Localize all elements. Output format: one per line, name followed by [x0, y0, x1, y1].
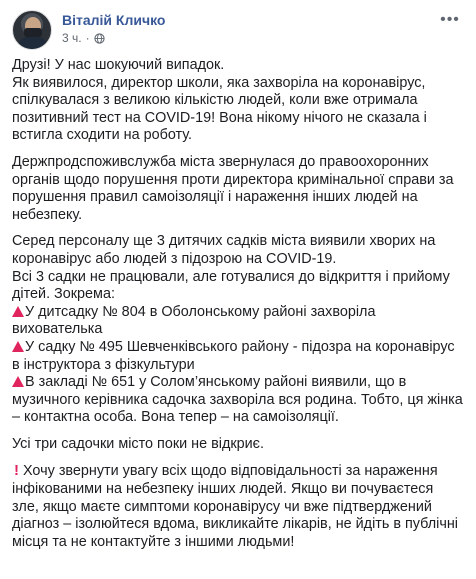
- meta-separator: ·: [85, 31, 90, 45]
- paragraph-3-line-1: Серед персоналу ще 3 дитячих садків міста виявили хворих на коронавірус або людей з підозрою на COVID-19.: [12, 233, 436, 267]
- post-meta: [62, 31, 105, 45]
- red-triangle-icon: [12, 306, 24, 317]
- list-item-text: У дитсадку № 804 в Оболонському районі захворіла вихователька: [12, 303, 376, 338]
- post-header: [12, 10, 464, 50]
- avatar-mask: [24, 28, 42, 37]
- list-item: [12, 374, 464, 427]
- more-options-icon[interactable]: •••: [440, 11, 460, 28]
- paragraph-4: Усі три садочки місто поки не відкриє.: [12, 435, 265, 452]
- globe-icon[interactable]: [94, 33, 105, 44]
- list-item-text: У садку № 495 Шевченківського району - підозра на коронавірус в інструктора з фізкультури: [12, 338, 455, 373]
- post-timestamp[interactable]: 3 ч.: [62, 31, 82, 45]
- paragraph-3-line-2: Всі 3 садки не працювали, але готувалися до відкриття і прийому дітей. Зокрема:: [12, 268, 450, 303]
- red-triangle-icon: [12, 376, 24, 387]
- red-triangle-icon: [12, 341, 24, 352]
- paragraph-5-text: Хочу звернути увагу всіх щодо відповідальності за нараження інфікованими на небезпеку інших людей. Якщо ви почуваєтеся зле, якщо маєте симптоми коронавірусу чи вже підтверджений діагноз – ізолюйтеся вдома, викликайте лікарів, не йдіть в публічні місця та не контактуйте з іншими людьми!: [12, 463, 458, 550]
- paragraph-1-line-2: Як виявилося, директор школи, яка захворіла на коронавірус, спілкувалася з великою кількістю людей, коли вже отримала позитивний тест на COVID-19! Вона нікому нічого не сказала і встигла сходити на роботу.: [12, 74, 427, 144]
- paragraph-1: [12, 57, 464, 145]
- avatar-body: [17, 37, 49, 50]
- paragraph-2: Держпродспоживслужба міста звернулася до правоохоронних органів щодо порушення проти директора кримінальної справи за порушення правил самоізоляції і нараження інших людей на небезпеку.: [12, 153, 454, 223]
- author-name-link[interactable]: Віталій Кличко: [62, 12, 166, 28]
- red-exclamation-icon: !: [14, 462, 19, 480]
- list-item: [12, 304, 464, 339]
- paragraph-5: [12, 462, 464, 551]
- paragraph-1-line-1: Друзі! У нас шокуючий випадок.: [12, 57, 225, 73]
- paragraph-3: [12, 233, 464, 303]
- avatar[interactable]: [12, 10, 52, 50]
- list-item-text: В закладі № 651 у Солом’янському районі виявили, що в музичного керівника садочка захворіла вся родина. Тобто, ця жінка – контактна особа. Вона тепер – на самоізоляції.: [12, 374, 463, 426]
- list-item: [12, 339, 464, 374]
- post-content: [12, 57, 464, 560]
